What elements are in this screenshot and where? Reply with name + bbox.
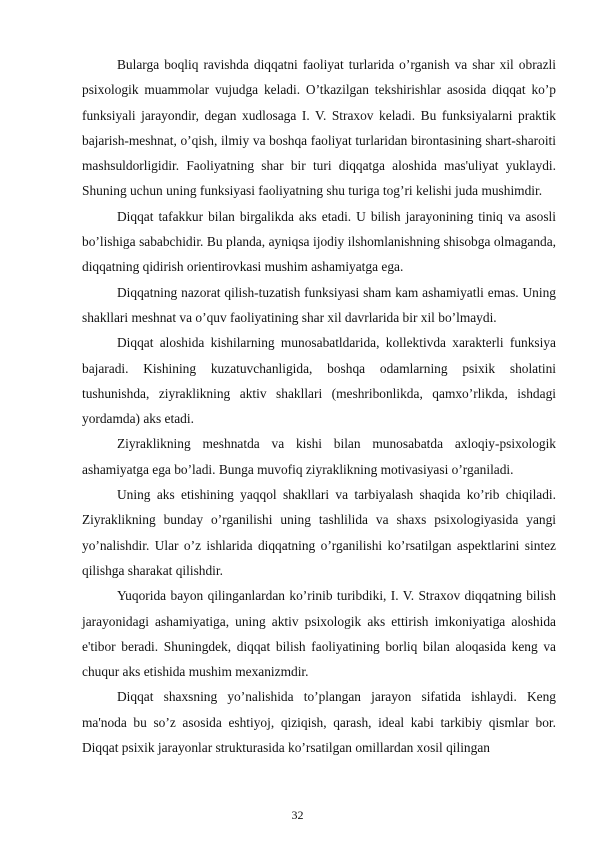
paragraph-6: Uning aks etishining yaqqol shakllari va tarbiyalash shaqida ko’rib chiqiladi. Ziyraklikning bunday o’rganilishi uning tashlilida va shaxs psixologiyasida yangi yo’nalishdir. Ular o’z ishlarida diqqatning o’rganilishi ko’rsatilgan aspektlarini sintez qilishga sharakat qilishdir. <box>82 487 556 578</box>
paragraph-5: Ziyraklikning meshnatda va kishi bilan munosabatda axloqiy-psixologik ashamiyatga ega bo’ladi. Bunga muvofiq ziyraklikning motivasiyasi o’rganiladi. <box>82 436 556 477</box>
paragraph-3: Diqqatning nazorat qilish-tuzatish funksiyasi sham kam ashamiyatli emas. Uning shakllari meshnat va o’quv faoliyatining shar xil davrlarida bir xil bo’lmaydi. <box>82 284 556 325</box>
paragraph-7: Yuqorida bayon qilinganlardan ko’rinib turibdiki, I. V. Straxov diqqatning bilish jarayonidagi ashamiyatiga, uning aktiv psixologik aks ettirish imkoniyatiga aloshida e'tibor beradi. Shuningdek, diqqat bilish faoliyatining borliq bilan aloqasida keng va chuqur aks etishida mushim mexanizmdir. <box>82 588 556 680</box>
paragraph-1: Bularga boqliq ravishda diqqatni faoliyat turlarida o’rganish va shar xil obrazli psixologik muammolar vujudga keladi. O’tkazilgan tekshirishlar asosida diqqat ko’p funksiyali jarayondir, degan xudlosaga I. V. Straxov keladi. Bu funksiyalarni praktik bajarish-meshnat, o’qish, ilmiy va boshqa faoliyat turlaridan birontasining shart-sharoiti mashsuldorligidir. Faoliyatning shar bir turi diqqatga aloshida mas'uliyat yuklaydi. Shuning uchun uning funksiyasi faoliyatning shu turiga tog’ri kelishi juda mushimdir. <box>82 57 556 199</box>
page-number: 32 <box>291 808 304 822</box>
paragraph-2: Diqqat tafakkur bilan birgalikda aks etadi. U bilish jarayonining tiniq va asosli bo’lishiga sababchidir. Bu planda, ayniqsa ijodiy ilshomlanishning shisobga olmaganda, diqqatning qidirish orientirovkasi mushim ashamiyatga ega. <box>82 208 556 275</box>
document-body <box>82 52 556 760</box>
paragraph-8: Diqqat shaxsning yo’nalishida to’plangan jarayon sifatida ishlaydi. Keng ma'noda bu so’z asosida eshtiyoj, qiziqish, qarash, ideal kabi tarkibiy qismlar bor. Diqqat psixik jarayonlar strukturasida ko’rsatilgan omillardan xosil qilingan <box>82 689 556 756</box>
paragraph-4: Diqqat aloshida kishilarning munosabatldarida, kollektivda xarakterli funksiya bajaradi. Kishining kuzatuvchanligida, boshqa odamlarning psixik sholatini tushunishda, ziyraklikning aktiv shakllari (meshribonlikda, qamxo’rlikda, ishdagi yordamda) aks etadi. <box>82 335 556 427</box>
